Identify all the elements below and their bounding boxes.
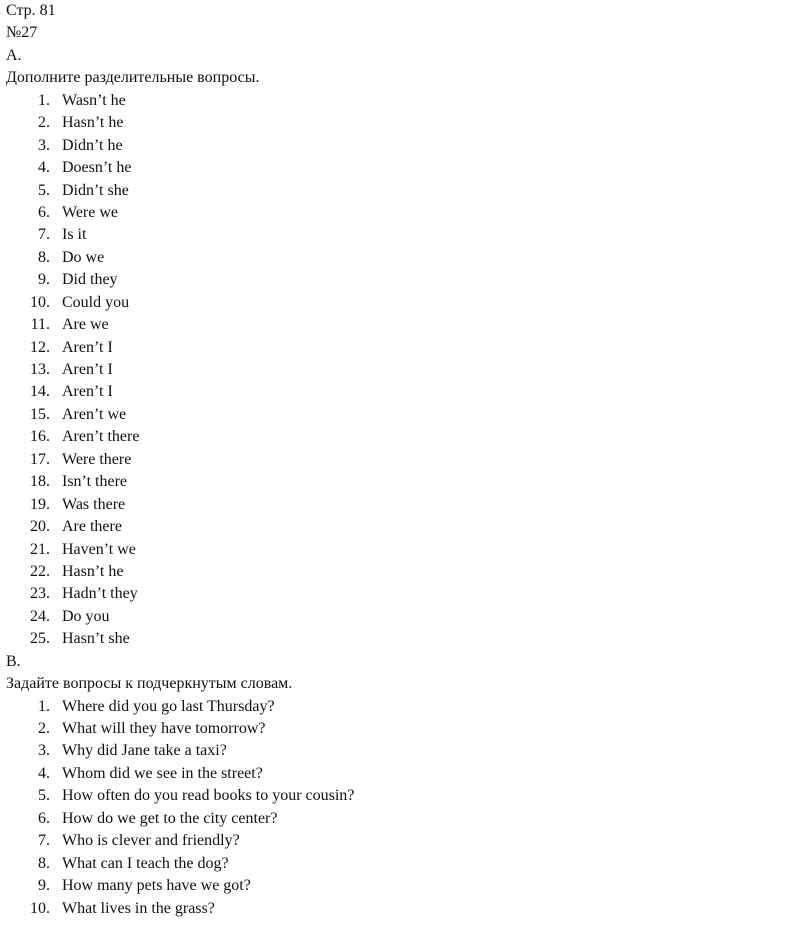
list-item-number: 23. bbox=[30, 585, 50, 603]
list-item-text: Doesn’t he bbox=[62, 159, 132, 177]
list-item bbox=[6, 763, 796, 785]
list-item-text: Do we bbox=[62, 248, 105, 266]
list-item bbox=[6, 90, 796, 112]
list-item-number: 7. bbox=[38, 832, 50, 850]
list-item bbox=[6, 516, 796, 538]
section-b-label: B. bbox=[6, 652, 21, 670]
list-item-text: Aren’t I bbox=[62, 361, 113, 378]
list-item-number: 19. bbox=[30, 495, 50, 513]
section-b-list bbox=[6, 696, 796, 920]
list-item-text: Where did you go last Thursday? bbox=[62, 697, 275, 715]
list-item-number: 5. bbox=[38, 787, 50, 805]
list-item-number: 12. bbox=[30, 338, 50, 356]
list-item-number: 7. bbox=[38, 226, 50, 244]
list-item-text: How often do you read books to your cousin? bbox=[62, 787, 355, 805]
list-item-number: 4. bbox=[38, 159, 50, 177]
list-item bbox=[6, 224, 796, 246]
list-item-text: Aren’t I bbox=[62, 383, 113, 401]
list-item-number: 6. bbox=[38, 203, 50, 221]
list-item-text: How do we get to the city center? bbox=[62, 809, 278, 827]
list-item-number: 11. bbox=[30, 316, 50, 334]
list-item-number: 3. bbox=[38, 136, 50, 154]
list-item-text: Is it bbox=[62, 226, 87, 244]
list-item bbox=[6, 583, 796, 605]
list-item-text: Whom did we see in the street? bbox=[62, 764, 263, 782]
list-item bbox=[6, 180, 796, 202]
list-item-text: Why did Jane take a taxi? bbox=[62, 742, 227, 760]
list-item bbox=[6, 628, 796, 650]
list-item bbox=[6, 449, 796, 471]
list-item bbox=[6, 359, 796, 381]
list-item-text: Aren’t we bbox=[62, 405, 127, 423]
list-item-text: Didn’t she bbox=[62, 181, 129, 199]
list-item-text: Was there bbox=[62, 495, 126, 513]
list-item-number: 5. bbox=[38, 181, 50, 199]
list-item bbox=[6, 494, 796, 516]
list-item bbox=[6, 381, 796, 403]
list-item-text: Aren’t there bbox=[62, 428, 140, 446]
list-item-number: 8. bbox=[38, 248, 50, 266]
list-item-number: 4. bbox=[38, 764, 50, 782]
list-item-text: What lives in the grass? bbox=[62, 899, 215, 917]
list-item-number: 20. bbox=[30, 518, 50, 536]
list-item-text: Hasn’t he bbox=[62, 562, 124, 580]
list-item-number: 2. bbox=[38, 114, 50, 132]
list-item-number: 15. bbox=[30, 405, 50, 423]
list-item bbox=[6, 247, 796, 269]
list-item-number: 25. bbox=[30, 630, 50, 648]
list-item bbox=[6, 696, 796, 718]
list-item bbox=[6, 740, 796, 762]
list-item bbox=[6, 314, 796, 336]
section-b-instruction: Задайте вопросы к подчеркнутым словам. bbox=[6, 675, 293, 693]
list-item-number: 1. bbox=[38, 697, 50, 715]
exercise-number: №27 bbox=[6, 24, 38, 42]
list-item bbox=[6, 853, 796, 875]
list-item bbox=[6, 808, 796, 830]
list-item-text: Could you bbox=[62, 293, 130, 311]
list-item bbox=[6, 471, 796, 493]
list-item bbox=[6, 292, 796, 314]
list-item bbox=[6, 157, 796, 179]
list-item-text: Who is clever and friendly? bbox=[62, 832, 240, 850]
list-item-number: 17. bbox=[30, 450, 50, 468]
list-item bbox=[6, 875, 796, 897]
section-a-instruction: Дополните разделительные вопросы. bbox=[6, 69, 260, 87]
list-item bbox=[6, 337, 796, 359]
page-number: Стр. 81 bbox=[6, 2, 56, 19]
list-item-number: 3. bbox=[38, 742, 50, 760]
list-item-number: 9. bbox=[38, 271, 50, 289]
list-item-text: Hasn’t he bbox=[62, 114, 124, 132]
list-item-number: 22. bbox=[30, 562, 50, 580]
document bbox=[6, 0, 796, 920]
list-item-text: Didn’t he bbox=[62, 136, 123, 154]
list-item bbox=[6, 898, 796, 920]
list-item-text: Haven’t we bbox=[62, 540, 136, 558]
list-item bbox=[6, 269, 796, 291]
list-item-number: 21. bbox=[30, 540, 50, 558]
list-item bbox=[6, 539, 796, 561]
list-item bbox=[6, 426, 796, 448]
list-item-number: 1. bbox=[38, 91, 50, 109]
list-item bbox=[6, 785, 796, 807]
list-item-text: Were there bbox=[62, 450, 132, 468]
list-item-text: What will they have tomorrow? bbox=[62, 720, 266, 737]
list-item-text: Isn’t there bbox=[62, 473, 128, 491]
list-item-text: Are there bbox=[62, 518, 122, 536]
list-item-number: 8. bbox=[38, 854, 50, 872]
list-item-number: 2. bbox=[38, 720, 50, 737]
list-item bbox=[6, 830, 796, 852]
list-item-number: 9. bbox=[38, 877, 50, 895]
list-item-number: 24. bbox=[30, 607, 50, 625]
list-item bbox=[6, 404, 796, 426]
list-item-text: Aren’t I bbox=[62, 338, 113, 356]
list-item bbox=[6, 606, 796, 628]
list-item-number: 18. bbox=[30, 473, 50, 491]
section-a-label: A. bbox=[6, 46, 22, 64]
list-item-text: What can I teach the dog? bbox=[62, 854, 229, 872]
list-item-text: Did they bbox=[62, 271, 118, 289]
section-a-list bbox=[6, 90, 796, 651]
list-item bbox=[6, 135, 796, 157]
list-item-text: Are we bbox=[62, 316, 109, 334]
list-item-number: 10. bbox=[30, 293, 50, 311]
list-item-text: How many pets have we got? bbox=[62, 877, 251, 895]
list-item-number: 14. bbox=[30, 383, 50, 401]
list-item-text: Hadn’t they bbox=[62, 585, 138, 603]
list-item bbox=[6, 202, 796, 224]
list-item-text: Were we bbox=[62, 203, 119, 221]
list-item bbox=[6, 718, 796, 740]
list-item bbox=[6, 112, 796, 134]
list-item-text: Hasn’t she bbox=[62, 630, 130, 648]
list-item-text: Do you bbox=[62, 607, 110, 625]
list-item-number: 6. bbox=[38, 809, 50, 827]
list-item-number: 16. bbox=[30, 428, 50, 446]
list-item bbox=[6, 561, 796, 583]
list-item-number: 10. bbox=[30, 899, 50, 917]
list-item-text: Wasn’t he bbox=[62, 91, 126, 109]
list-item-number: 13. bbox=[30, 361, 50, 378]
